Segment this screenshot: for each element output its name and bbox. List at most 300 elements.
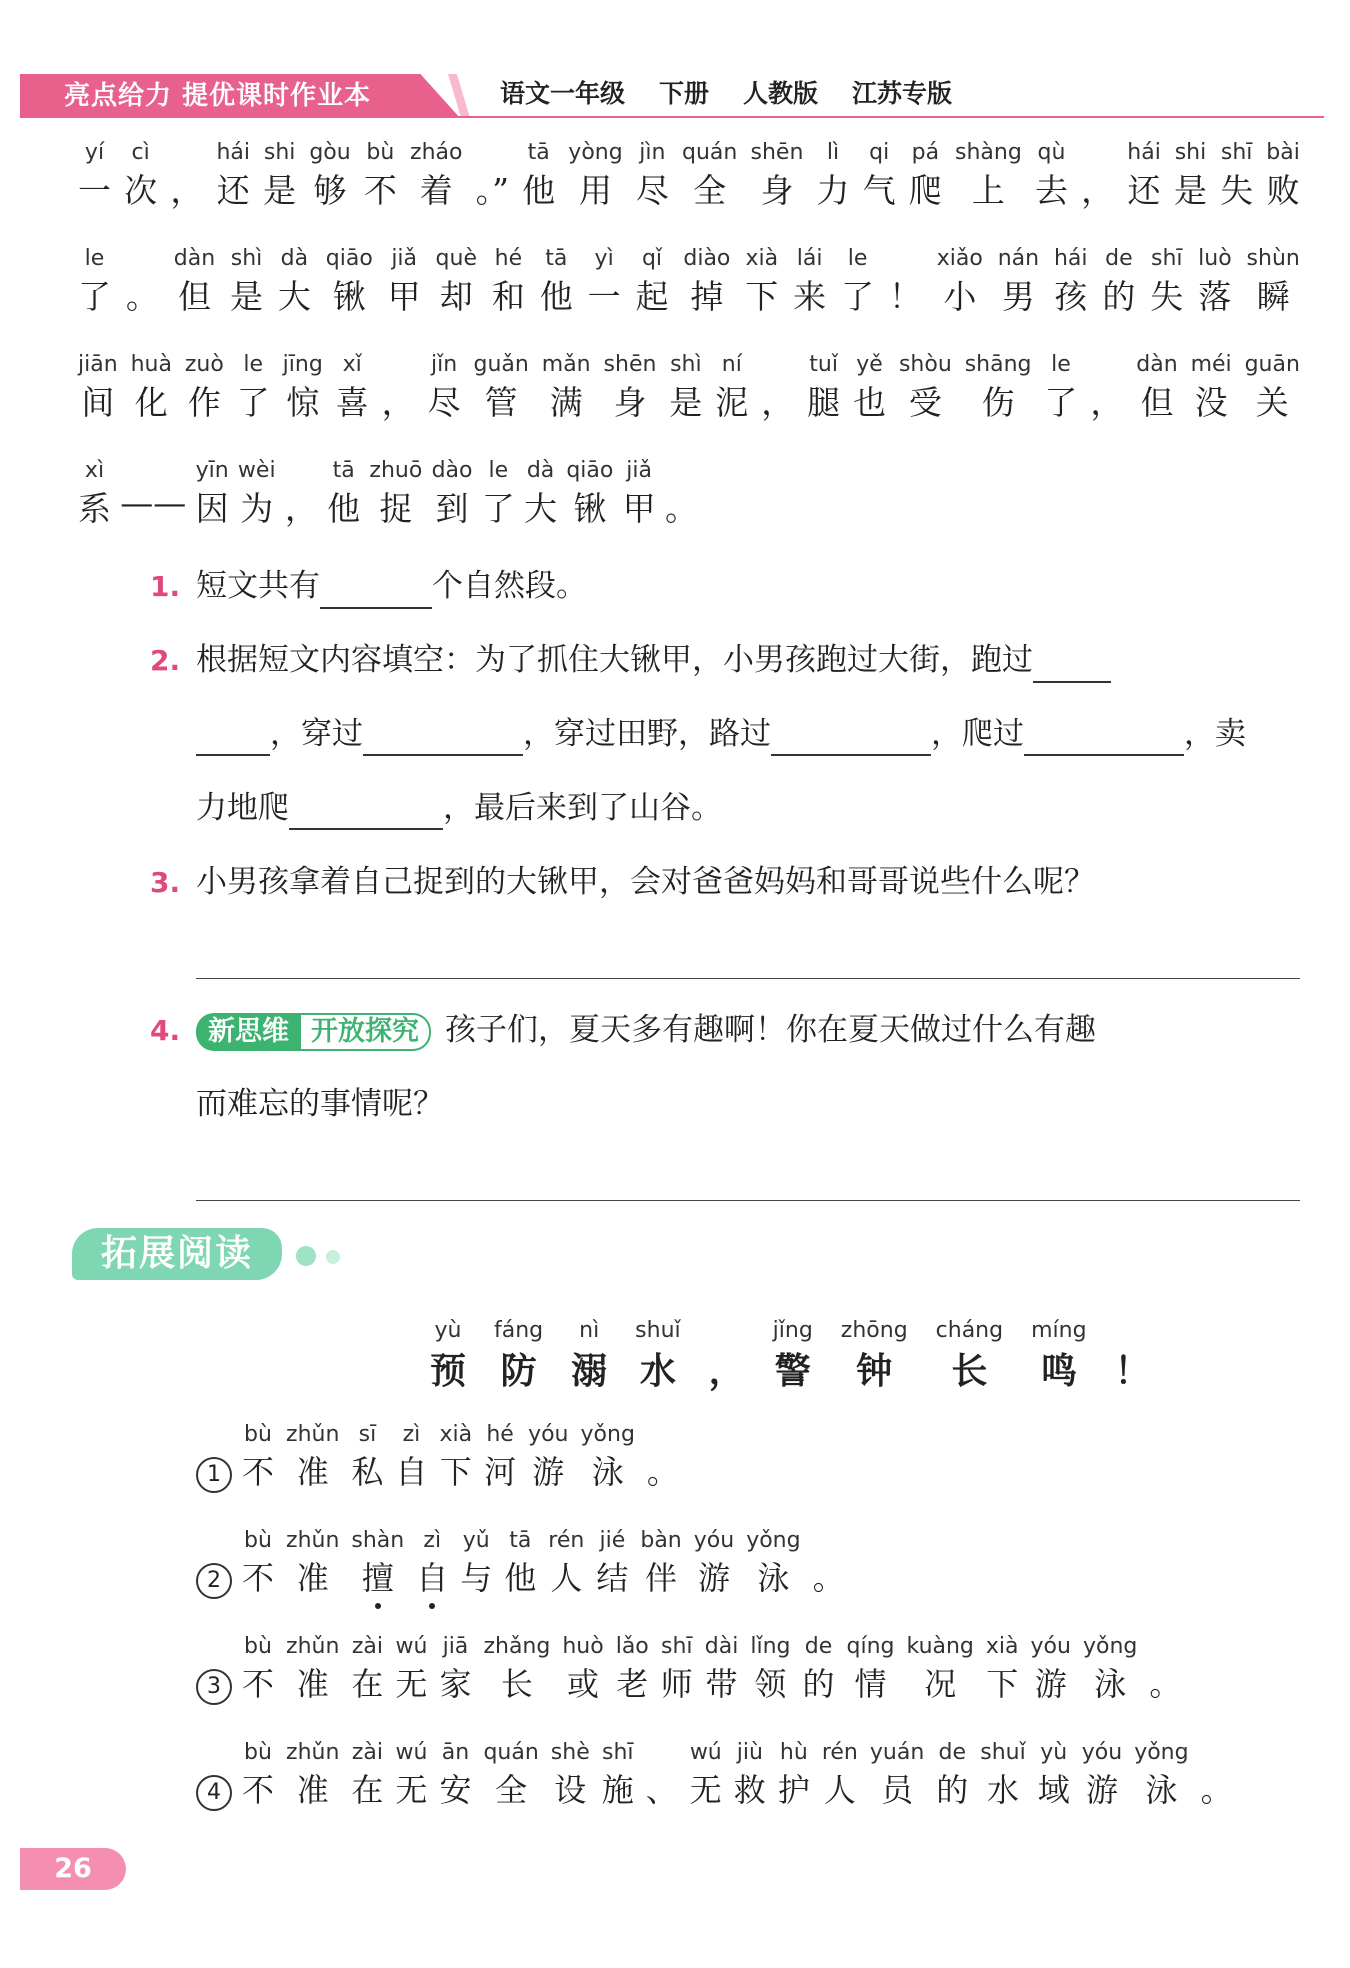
pinyin xyxy=(774,352,781,377)
pinyin-char xyxy=(242,1740,274,1811)
question-text: 小男孩拿着自己捉到的大锹甲，会对爸爸妈妈和哥哥说些什么呢？ xyxy=(196,864,1095,900)
hanzi: 领 xyxy=(754,1665,787,1703)
pinyin-char xyxy=(817,140,850,212)
hanzi: 带 xyxy=(705,1665,738,1703)
pinyin: cháng xyxy=(935,1318,1004,1343)
pinyin: rén xyxy=(548,1528,585,1553)
pinyin: wèi xyxy=(237,458,276,483)
hanzi: 因 xyxy=(195,489,229,528)
pinyin-char xyxy=(1031,1318,1086,1394)
pinyin: yòng xyxy=(568,140,623,165)
pinyin-char xyxy=(124,140,157,212)
pinyin: shēn xyxy=(603,352,657,377)
hanzi: 受 xyxy=(908,383,942,422)
question-3 xyxy=(150,860,1300,905)
hanzi: 河 xyxy=(484,1453,517,1491)
pinyin: ān xyxy=(441,1740,470,1765)
pinyin-char xyxy=(326,246,373,318)
pinyin-char xyxy=(460,1528,492,1599)
hanzi: 大 xyxy=(277,277,311,316)
pinyin-char xyxy=(965,352,1032,424)
pinyin-char xyxy=(682,140,737,212)
pinyin: shì xyxy=(670,352,702,377)
pinyin-char xyxy=(1081,140,1114,212)
pinyin: hái xyxy=(1053,246,1088,271)
pinyin-char xyxy=(351,1740,383,1811)
pinyin-char xyxy=(185,352,224,424)
question-text: ，穿过田野，路过 xyxy=(523,716,771,752)
pinyin-char xyxy=(1082,1740,1122,1811)
pinyin-char xyxy=(665,458,698,530)
hanzi: 全 xyxy=(693,171,727,210)
hanzi: 不 xyxy=(242,1453,275,1491)
pinyin xyxy=(825,1528,832,1553)
pinyin-char xyxy=(986,1634,1019,1705)
decor-dot xyxy=(296,1246,316,1266)
pinyin: le xyxy=(84,246,105,271)
punctuation: 。 xyxy=(1149,1665,1182,1703)
pinyin: shēn xyxy=(750,140,804,165)
question-2-line-2 xyxy=(196,712,1300,756)
passage-line-1 xyxy=(78,140,1300,212)
pinyin: dà xyxy=(526,458,555,483)
pinyin-char xyxy=(522,140,555,212)
pinyin-char xyxy=(1191,352,1232,424)
question-text: ，穿过 xyxy=(270,716,363,752)
hanzi: 掉 xyxy=(690,277,724,316)
pinyin: dài xyxy=(704,1634,739,1659)
pinyin: fáng xyxy=(494,1318,544,1343)
hanzi: 全 xyxy=(495,1771,528,1809)
question-text: 短文共有 xyxy=(196,568,320,604)
pinyin-char xyxy=(388,246,421,318)
pinyin: xià xyxy=(985,1634,1019,1659)
hanzi: 与 xyxy=(460,1559,493,1597)
pinyin: yuán xyxy=(869,1740,925,1765)
pinyin: yù xyxy=(434,1318,462,1343)
pinyin-char xyxy=(1201,1740,1233,1811)
hanzi: 游 xyxy=(1034,1665,1067,1703)
hanzi: 起 xyxy=(635,277,669,316)
pinyin: sī xyxy=(358,1422,377,1447)
pinyin: shī xyxy=(1220,140,1253,165)
pinyin-char xyxy=(78,246,111,318)
pinyin: ní xyxy=(721,352,742,377)
hanzi: 泳 xyxy=(1094,1665,1127,1703)
hanzi: 满 xyxy=(549,383,583,422)
rule-number: 3 xyxy=(196,1669,232,1705)
hanzi: 关 xyxy=(1255,383,1289,422)
pinyin: xì xyxy=(84,458,105,483)
pinyin: jiǎ xyxy=(391,246,418,271)
pinyin-char xyxy=(571,1318,607,1394)
question-number: 2. xyxy=(150,644,181,677)
pinyin xyxy=(902,246,909,271)
question-text: ，最后来到了山谷。 xyxy=(443,790,722,826)
pinyin-char xyxy=(715,352,748,424)
reading-title xyxy=(430,1318,1171,1394)
pinyin-char xyxy=(1150,246,1183,318)
hanzi: 或 xyxy=(567,1665,600,1703)
hanzi: 准 xyxy=(296,1453,329,1491)
question-text: ，卖 xyxy=(1184,716,1246,752)
question-number: 4. xyxy=(150,1014,181,1047)
question-1 xyxy=(150,564,1300,609)
pinyin-char xyxy=(841,1318,908,1394)
pinyin: shī xyxy=(661,1634,693,1659)
pinyin-char xyxy=(540,246,573,318)
hanzi: 无 xyxy=(395,1771,428,1809)
pinyin: wú xyxy=(689,1740,722,1765)
pinyin: yù xyxy=(1040,1740,1068,1765)
hanzi: 长 xyxy=(500,1665,533,1703)
pinyin xyxy=(723,1318,730,1343)
pinyin-char xyxy=(640,1528,681,1599)
pinyin-char xyxy=(395,1422,427,1493)
answer-blank[interactable] xyxy=(1033,647,1111,683)
pinyin: bàn xyxy=(640,1528,682,1553)
answer-line[interactable] xyxy=(196,1200,1300,1201)
pinyin-char xyxy=(998,246,1039,318)
pinyin: tuǐ xyxy=(809,352,838,377)
pinyin-char xyxy=(1134,1740,1188,1811)
hanzi: 老 xyxy=(616,1665,649,1703)
pinyin: dào xyxy=(431,458,473,483)
pinyin: zài xyxy=(351,1740,383,1765)
hanzi: 惊 xyxy=(286,383,320,422)
rule-number: 4 xyxy=(196,1775,232,1811)
pinyin: yǒng xyxy=(580,1422,635,1447)
book-info xyxy=(500,74,952,114)
page-number: 26 xyxy=(20,1848,126,1890)
pinyin: shī xyxy=(601,1740,634,1765)
pinyin-char xyxy=(635,1318,680,1394)
answer-line[interactable] xyxy=(196,978,1300,979)
pinyin: yǒng xyxy=(1082,1634,1138,1659)
pinyin-char xyxy=(484,1422,516,1493)
pinyin xyxy=(395,352,402,377)
pinyin-char xyxy=(568,140,622,212)
hanzi: 鸣 xyxy=(1040,1351,1077,1392)
pinyin: yǒng xyxy=(1134,1740,1189,1765)
pinyin: yí xyxy=(84,140,105,165)
pinyin: jiān xyxy=(78,352,118,377)
hanzi: 了 xyxy=(236,383,270,422)
pinyin xyxy=(489,140,496,165)
hanzi: 还 xyxy=(1127,171,1161,210)
pinyin: jié xyxy=(599,1528,626,1553)
pinyin: jǐng xyxy=(772,1318,813,1343)
pinyin xyxy=(1162,1634,1169,1659)
punctuation: 、 xyxy=(645,1771,678,1809)
pinyin-char xyxy=(1266,140,1300,212)
pinyin: bù xyxy=(244,1740,272,1765)
hanzi: 不 xyxy=(242,1771,275,1809)
hanzi: 无 xyxy=(395,1665,428,1703)
hanzi: 捉 xyxy=(379,489,413,528)
pinyin-char xyxy=(907,1634,974,1705)
pinyin: gòu xyxy=(309,140,351,165)
hanzi: 败 xyxy=(1266,171,1300,210)
pinyin: dà xyxy=(280,246,309,271)
hanzi: 不 xyxy=(363,171,397,210)
hanzi: 孩 xyxy=(1054,277,1088,316)
pinyin-char xyxy=(542,352,591,424)
pinyin: le xyxy=(243,352,264,377)
pinyin-char xyxy=(847,1634,895,1705)
pinyin-char xyxy=(1102,246,1135,318)
hanzi: 人 xyxy=(550,1559,583,1597)
pinyin: yīn xyxy=(195,458,229,483)
question-4-line-2 xyxy=(196,1082,1300,1126)
punctuation: 。 xyxy=(812,1559,845,1597)
pinyin-char xyxy=(1174,140,1207,212)
hanzi: 大 xyxy=(524,489,558,528)
pinyin-char xyxy=(395,1740,427,1811)
pinyin: zì xyxy=(423,1528,442,1553)
answer-blank[interactable] xyxy=(363,720,523,756)
rule-4 xyxy=(196,1740,1245,1811)
pinyin-char xyxy=(428,352,461,424)
hanzi: 着 xyxy=(419,171,453,210)
pinyin-char xyxy=(286,1740,339,1811)
hanzi: 力 xyxy=(816,171,850,210)
hanzi: 爬 xyxy=(908,171,942,210)
pinyin-char xyxy=(309,140,350,212)
pinyin xyxy=(1213,1740,1220,1765)
pinyin-char xyxy=(351,1634,383,1705)
hanzi: 的 xyxy=(1102,277,1136,316)
pinyin xyxy=(1103,352,1110,377)
pinyin-char xyxy=(494,1318,543,1394)
pinyin: zhǔn xyxy=(286,1422,340,1447)
answer-blank[interactable] xyxy=(196,720,270,756)
pinyin: de xyxy=(938,1740,967,1765)
pinyin-char xyxy=(936,1740,968,1811)
pinyin: yǔ xyxy=(462,1528,490,1553)
hanzi: 溺 xyxy=(571,1351,608,1392)
pinyin: qíng xyxy=(846,1634,895,1659)
pinyin-char xyxy=(562,1634,603,1705)
pinyin xyxy=(658,1740,665,1765)
pinyin: de xyxy=(1105,246,1133,271)
pinyin: jiù xyxy=(736,1740,763,1765)
rule-number: 2 xyxy=(196,1563,232,1599)
pinyin: méi xyxy=(1190,352,1232,377)
punctuation: 。 xyxy=(125,277,159,316)
pinyin-char xyxy=(773,1318,813,1394)
hanzi: 身 xyxy=(760,171,794,210)
pinyin: shàng xyxy=(955,140,1022,165)
hanzi: 员 xyxy=(881,1771,914,1809)
hanzi: 甲 xyxy=(622,489,656,528)
pinyin: shè xyxy=(550,1740,590,1765)
pinyin-char xyxy=(937,246,983,318)
hanzi: 但 xyxy=(177,277,211,316)
pinyin: zì xyxy=(402,1422,421,1447)
hanzi: 防 xyxy=(500,1351,537,1392)
punctuation: ！ xyxy=(888,277,922,316)
pinyin-char xyxy=(705,1634,739,1705)
pinyin: wú xyxy=(395,1740,428,1765)
pinyin: hái xyxy=(1127,140,1161,165)
pinyin: bù xyxy=(244,1528,272,1553)
pinyin-char xyxy=(504,1528,536,1599)
pinyin-char xyxy=(436,246,477,318)
answer-blank[interactable] xyxy=(771,720,931,756)
pinyin: tā xyxy=(527,140,550,165)
pinyin-char xyxy=(936,1318,1003,1394)
pinyin-char xyxy=(263,140,296,212)
hanzi: 准 xyxy=(296,1665,329,1703)
question-2-line-3 xyxy=(196,786,1300,830)
pinyin-char xyxy=(1083,1634,1137,1705)
pinyin-char xyxy=(853,352,886,424)
question-text: 而难忘的事情呢？ xyxy=(196,1086,444,1122)
pinyin-char xyxy=(120,458,186,530)
hanzi: 尽 xyxy=(635,171,669,210)
pinyin-char xyxy=(242,1634,274,1705)
pinyin: shòu xyxy=(898,352,952,377)
question-text: 个自然段。 xyxy=(432,568,587,604)
hanzi: 身 xyxy=(613,383,647,422)
pinyin-char xyxy=(278,246,311,318)
hanzi: 泳 xyxy=(591,1453,624,1491)
pinyin-char xyxy=(899,352,952,424)
hanzi: 钟 xyxy=(856,1351,893,1392)
pinyin-char xyxy=(566,458,613,530)
pinyin-char xyxy=(841,246,874,318)
pinyin: zhǔn xyxy=(286,1634,340,1659)
pinyin: xià xyxy=(439,1422,473,1447)
pinyin-char xyxy=(604,352,657,424)
pinyin: jiǎ xyxy=(626,458,653,483)
pinyin: rén xyxy=(821,1740,858,1765)
pinyin-char xyxy=(636,140,669,212)
answer-blank[interactable] xyxy=(320,573,432,609)
answer-blank[interactable] xyxy=(289,794,443,830)
hanzi: 无 xyxy=(689,1771,722,1809)
pinyin-char xyxy=(551,1740,590,1811)
pinyin: zhǔn xyxy=(286,1528,340,1553)
hanzi: 他 xyxy=(504,1559,537,1597)
pinyin: hù xyxy=(779,1740,808,1765)
hanzi: 落 xyxy=(1198,277,1232,316)
pinyin-char xyxy=(351,1528,404,1599)
pinyin: qǐ xyxy=(641,246,663,271)
pinyin-char xyxy=(78,140,111,212)
pinyin-char xyxy=(709,1318,745,1394)
question-text: ，爬过 xyxy=(931,716,1024,752)
pinyin: shuǐ xyxy=(635,1318,681,1343)
pinyin: jiā xyxy=(442,1634,469,1659)
pinyin-char xyxy=(439,1422,472,1493)
hanzi: 长 xyxy=(951,1351,988,1392)
hanzi: 的 xyxy=(802,1665,835,1703)
pinyin-char xyxy=(410,140,462,212)
pinyin-char xyxy=(430,1318,466,1394)
punctuation: ， xyxy=(170,171,204,210)
pinyin-char xyxy=(369,458,422,530)
passage-line-3 xyxy=(78,352,1300,424)
hanzi: 他 xyxy=(539,277,573,316)
hanzi: 了 xyxy=(1044,383,1078,422)
punctuation: 。 xyxy=(1200,1771,1233,1809)
pinyin-char xyxy=(126,246,159,318)
hanzi: 情 xyxy=(854,1665,887,1703)
hanzi: 锹 xyxy=(332,277,366,316)
hanzi: 伤 xyxy=(981,383,1015,422)
hanzi: 是 xyxy=(1173,171,1207,210)
pinyin-char xyxy=(669,352,702,424)
hanzi: 在 xyxy=(351,1771,384,1809)
hanzi: 况 xyxy=(924,1665,957,1703)
hanzi: 一 xyxy=(78,171,111,210)
pinyin: zhǎng xyxy=(483,1634,551,1659)
pinyin-char xyxy=(1090,352,1123,424)
pinyin-char xyxy=(286,1634,339,1705)
pinyin-char xyxy=(596,1528,628,1599)
hanzi: 下 xyxy=(439,1453,472,1491)
pinyin-char xyxy=(336,352,369,424)
pinyin: diào xyxy=(683,246,731,271)
hanzi: 甲 xyxy=(387,277,421,316)
pinyin-char xyxy=(694,1528,734,1599)
rule-1 xyxy=(196,1422,691,1493)
pinyin-char xyxy=(351,1422,383,1493)
punctuation: ， xyxy=(381,383,415,422)
pinyin-char xyxy=(1035,140,1068,212)
pinyin xyxy=(183,140,190,165)
pinyin: pá xyxy=(911,140,940,165)
hanzi: 下 xyxy=(986,1665,1019,1703)
pinyin: jìn xyxy=(639,140,666,165)
passage-line-4 xyxy=(78,458,698,530)
pinyin-char xyxy=(616,1634,649,1705)
hanzi: 是 xyxy=(669,383,703,422)
pinyin-char xyxy=(745,246,778,318)
edition-label: 人教版 xyxy=(743,79,819,108)
pinyin-char xyxy=(1198,246,1232,318)
hanzi: 家 xyxy=(439,1665,472,1703)
rule-3 xyxy=(196,1634,1193,1705)
new-thinking-tag xyxy=(196,1013,431,1051)
hanzi: 域 xyxy=(1037,1771,1070,1809)
hanzi: 为 xyxy=(240,489,274,528)
pinyin-char xyxy=(78,458,111,530)
pinyin: lái xyxy=(796,246,823,271)
pinyin-char xyxy=(734,1740,766,1811)
pinyin-char xyxy=(482,458,515,530)
pinyin-char xyxy=(483,1740,538,1811)
pinyin-char xyxy=(1115,1318,1151,1394)
rule-number: 1 xyxy=(196,1457,232,1493)
pinyin-char xyxy=(822,1740,858,1811)
rule-2 xyxy=(196,1528,857,1599)
pinyin-char xyxy=(230,246,263,318)
pinyin: zuò xyxy=(184,352,224,377)
hanzi: 自 xyxy=(395,1453,428,1491)
pinyin: mǎn xyxy=(541,352,591,377)
hanzi: 和 xyxy=(491,277,525,316)
pinyin: qi xyxy=(869,140,890,165)
pinyin: bù xyxy=(244,1422,272,1447)
punctuation: ， xyxy=(761,383,795,422)
answer-blank[interactable] xyxy=(1024,720,1184,756)
pinyin-char xyxy=(524,458,557,530)
hanzi: 小 xyxy=(943,277,977,316)
pinyin xyxy=(150,458,157,483)
